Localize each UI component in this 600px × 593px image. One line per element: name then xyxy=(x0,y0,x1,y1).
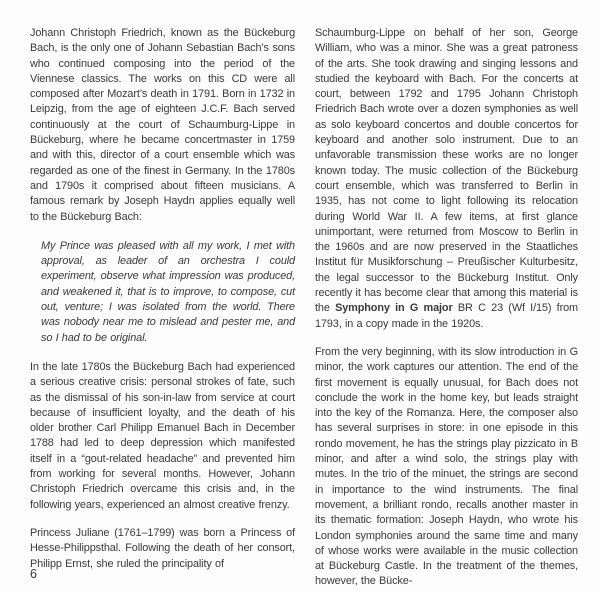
left-text-column xyxy=(30,26,295,593)
paragraph: Schaumburg-Lippe on behalf of her son, George William, who was a minor. She was a great patroness of the arts. She took drawing and singing lessons and studied the keyboard with Bach. For the concerts at court, between 1792 and 1795 Johann Christoph Friedrich Bach wrote over a dozen symphonies as well as solo keyboard concertos and double concertos for keyboard and another solo instrument. Due to an unfavorable transmission these works are no longer known today. The music collection of the Bückeburg court ensemble, which was transferred to Berlin in 1935, has not come to light following its relocation during World War II. A few items, at first glance unimportant, were returned from Moscow to Berlin in the 1960s and are now preserved in the Staatliches Institut für Musikforschung – Preußischer Kulturbesitz, the legal successor to the Bückeburg Institut. Only recently it has become clear that among this material is the Symphony in G major BR C 23 (Wf I/15) from 1793, in a copy made in the 1920s. xyxy=(315,27,578,330)
block-quote: My Prince was pleased with all my work, I met with approval, as leader of an orchestra I could experiment, observe what impression was produced, and weakened it, that is to improve, to compose, cut out, venture; I was isolated from the world. There was nobody near me to mislead and pester me, and so I had to be original. xyxy=(41,239,295,344)
paragraph: From the very beginning, with its slow introduction in G minor, the work captures our attention. The end of the first movement is equally unusual, for Bach does not conclude the work in the home key, but leads straight into the key of the Romanza. Here, the composer also has several surprises in store: in one episode in this rondo movement, he has the strings play pizzicato in B minor, and after a wind solo, the strings play with mutes. In the trio of the minuet, the strings are second in importance to the wind instruments. The final movement, a brilliant rondo, recalls another master in its thematic formation: Joseph Haydn, who wrote his London symphonies around the same time and many of whose works were available in the music collection at Bückeburg Castle. In the treatment of the themes, however, the Bücke- xyxy=(315,345,578,588)
paragraph: Johann Christoph Friedrich, known as the Bückeburg Bach, is the only one of Johann Sebastian Bach’s sons who continued composing into the period of the Viennese classics. The works on this CD were all composed after Mozart’s death in 1791. Born in 1732 in Leipzig, from the age of eighteen J.C.F. Bach served continuously at the court of Schaumburg-Lippe in Bückeburg, where he became concertmaster in 1759 and with this, director of a court ensemble which was regarded as one of the finest in Germany. In the 1780s and 1790s it comprised about fifteen musicians. A famous remark by Joseph Haydn applies equally well to the Bückeburg Bach: xyxy=(30,27,295,223)
page-number: 6 xyxy=(30,567,37,581)
paragraph: Princess Juliane (1761–1799) was born a Princess of Hesse-Philippsthal. Following the death of her consort, Philipp Ernst, she ruled the principality of xyxy=(30,526,295,570)
right-text-column xyxy=(315,26,578,593)
paragraph: In the late 1780s the Bückeburg Bach had experienced a serious creative crisis: personal strokes of fate, such as the dismissal of his son-in-law from service at court because of insufficient loyalty, and the death of his older brother Carl Philipp Emanuel Bach in December 1788 had led to deep depression which manifested itself in a “gout-related headache” and prevented him from working for several months. However, Johann Christoph Friedrich overcame this crisis and, in the following years, experienced an almost creative frenzy. xyxy=(30,360,295,511)
